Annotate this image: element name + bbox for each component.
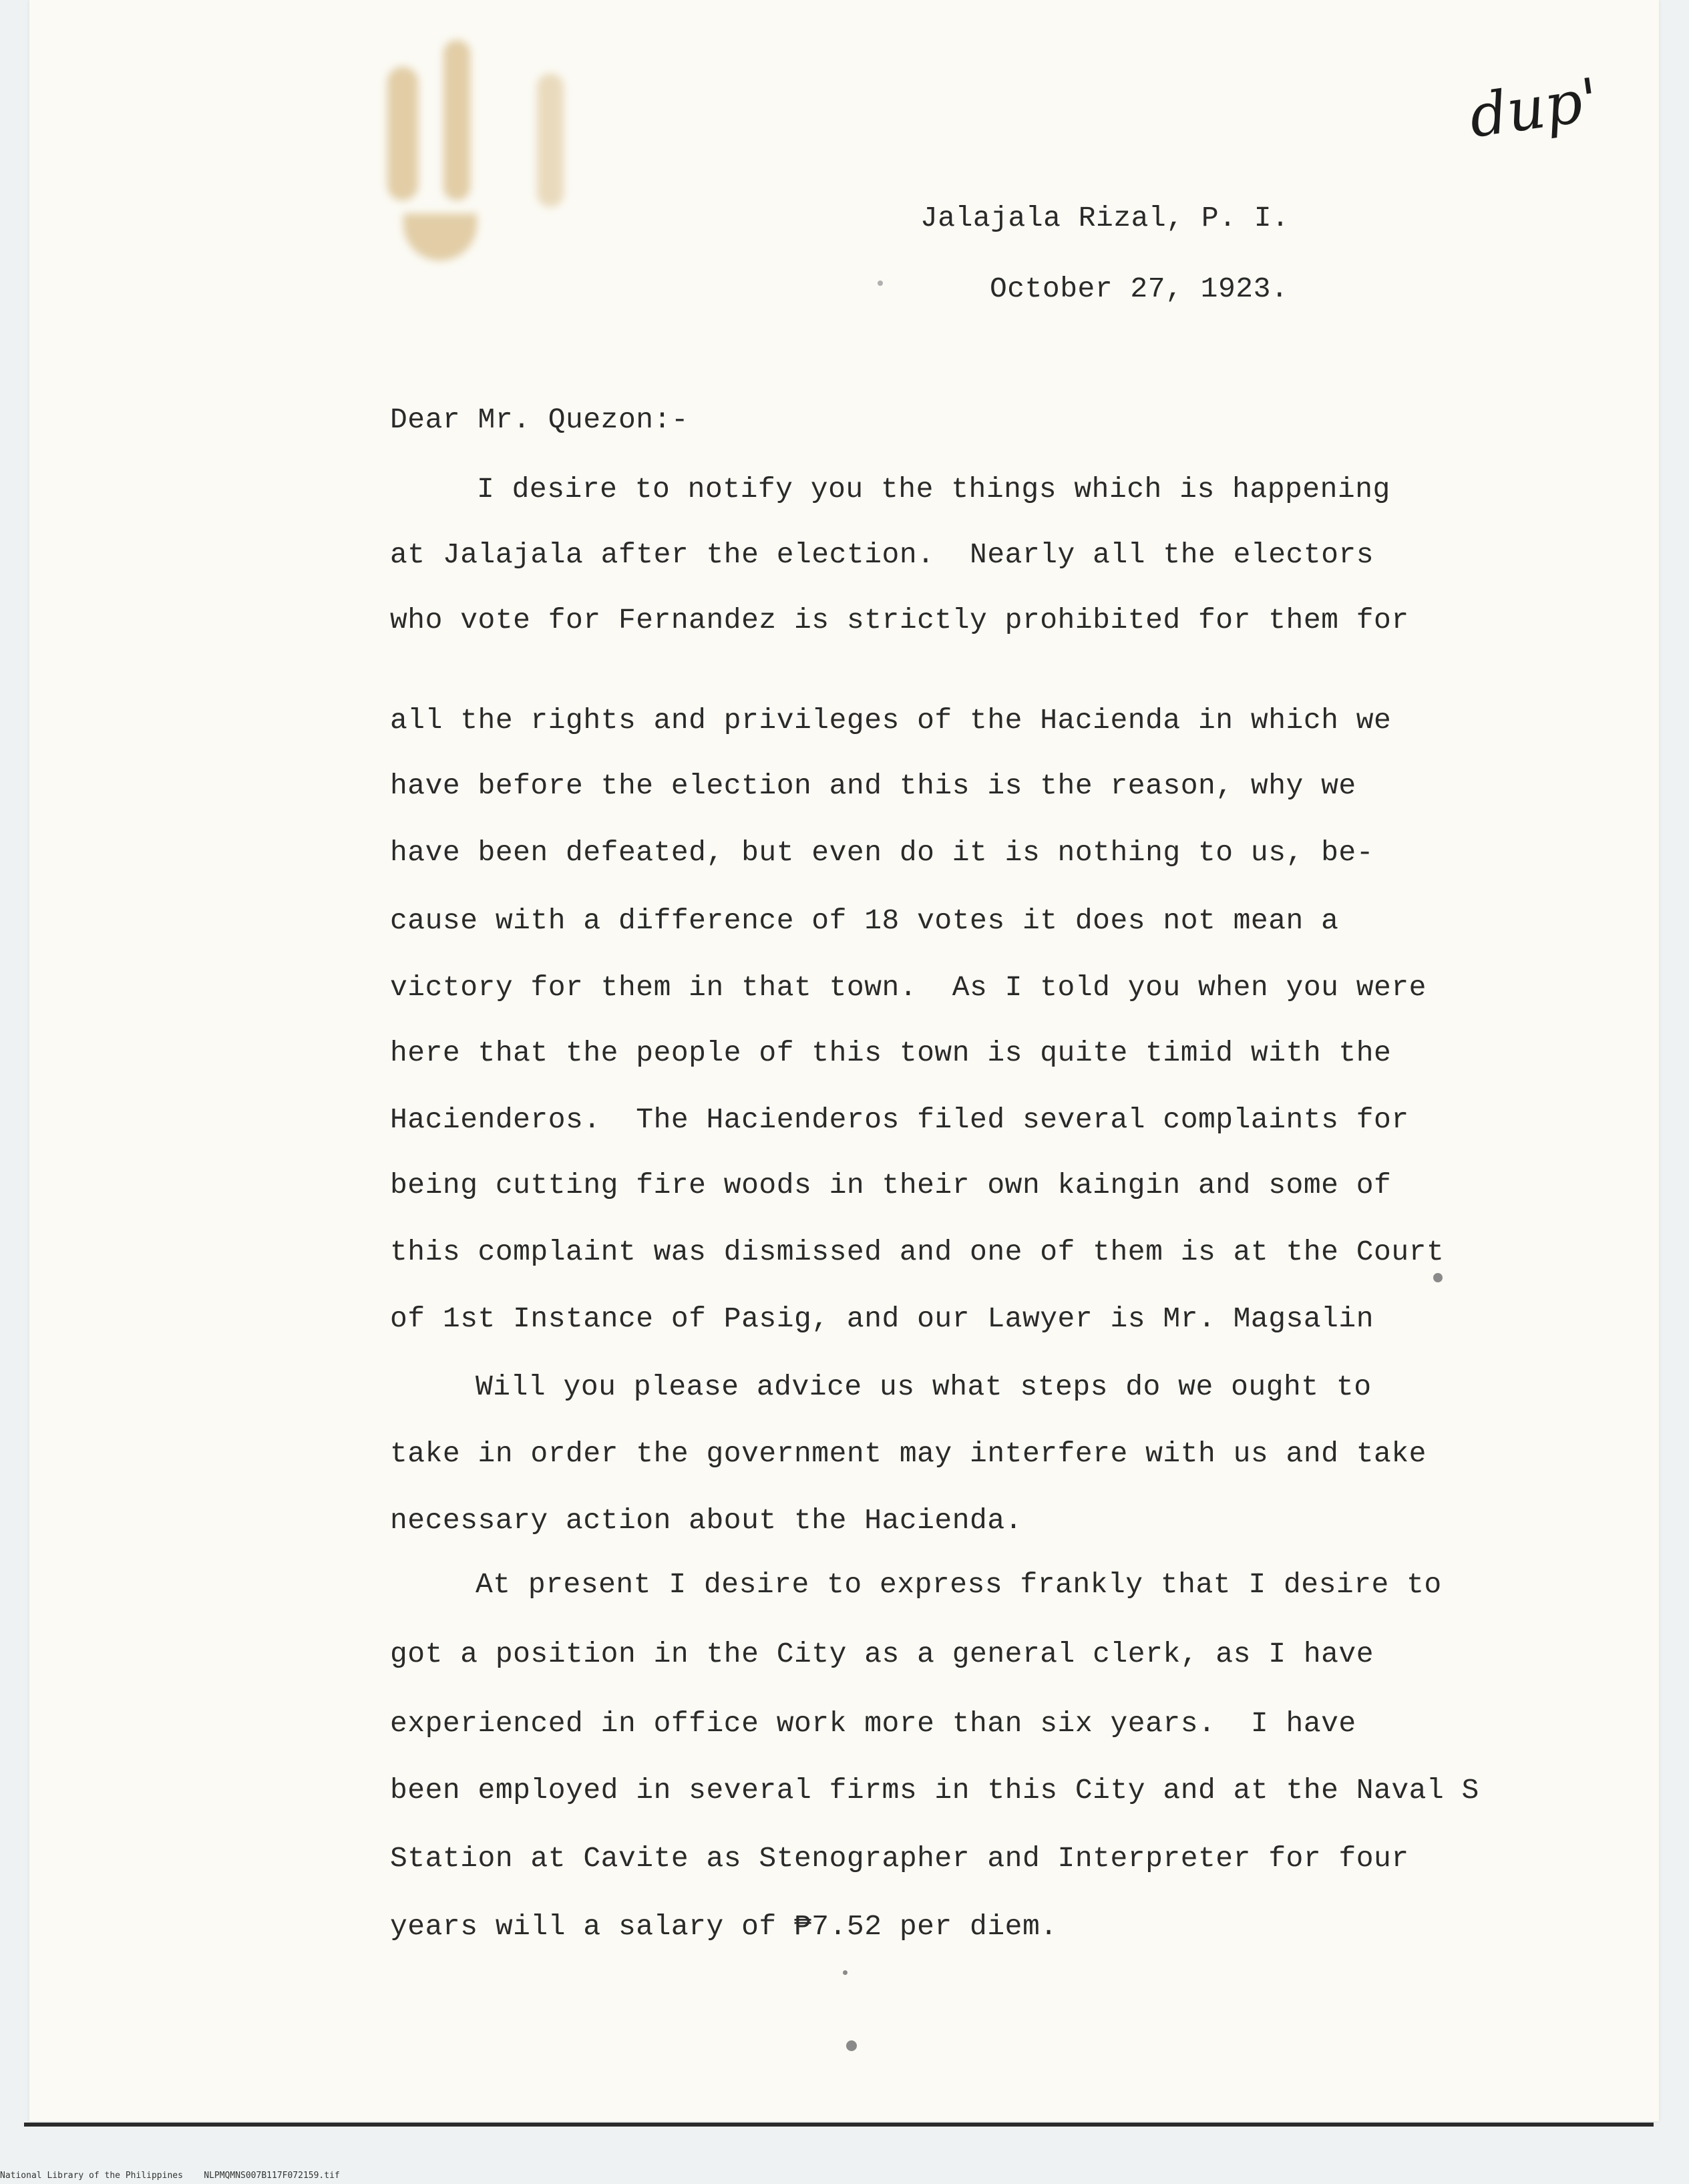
body-line: years will a salary of ₱7.52 per diem.	[390, 1910, 1058, 1943]
body-line: who vote for Fernandez is strictly prohibited for them for	[390, 604, 1409, 636]
body-line: Station at Cavite as Stenographer and Interpreter for four	[390, 1842, 1409, 1875]
dust-speck	[878, 281, 883, 286]
body-line: take in order the government may interfere with us and take	[390, 1437, 1427, 1470]
body-line: cause with a difference of 18 votes it does not mean a	[390, 904, 1339, 937]
stain-mark	[387, 67, 418, 200]
body-line: Hacienderos. The Hacienderos filed several complaints for	[390, 1103, 1409, 1136]
body-line: necessary action about the Hacienda.	[390, 1504, 1022, 1537]
stain-mark	[403, 214, 477, 260]
body-line: victory for them in that town. As I told you when you were	[390, 971, 1427, 1004]
dust-speck	[843, 1970, 848, 1975]
body-line: Will you please advice us what steps do we ought to	[476, 1371, 1372, 1403]
body-line: at Jalajala after the election. Nearly all the electors	[390, 538, 1374, 571]
body-line: have before the election and this is the reason, why we	[390, 769, 1356, 802]
body-line: got a position in the City as a general clerk, as I have	[390, 1638, 1374, 1670]
body-line: been employed in several firms in this City and at the Naval S	[390, 1774, 1479, 1807]
body-line: here that the people of this town is quite timid with the	[390, 1037, 1392, 1069]
body-line: being cutting fire woods in their own kaingin and some of	[390, 1169, 1392, 1202]
page-edge	[24, 2123, 1654, 2127]
dust-speck	[1433, 1273, 1443, 1282]
body-line: all the rights and privileges of the Hacienda in which we	[390, 704, 1392, 737]
body-line: experienced in office work more than six years. I have	[390, 1707, 1356, 1740]
letterhead-date: October 27, 1923.	[990, 272, 1289, 305]
body-line: I desire to notify you the things which is happening	[477, 473, 1390, 506]
letterhead-place: Jalajala Rizal, P. I.	[920, 202, 1290, 234]
stain-mark	[537, 73, 564, 207]
stain-mark	[443, 40, 470, 200]
body-line: of 1st Instance of Pasig, and our Lawyer is Mr. Magsalin	[390, 1302, 1374, 1335]
handwritten-note: dup'	[1465, 65, 1603, 151]
dust-speck	[846, 2040, 857, 2051]
body-line: this complaint was dismissed and one of them is at the Court	[390, 1236, 1445, 1268]
scan-caption: National Library of the Philippines NLPMQMNS007B117F072159.tif	[0, 2171, 340, 2181]
body-line: have been defeated, but even do it is nothing to us, be-	[390, 836, 1374, 869]
body-line: At present I desire to express frankly that I desire to	[476, 1568, 1442, 1601]
salutation: Dear Mr. Quezon:-	[390, 403, 689, 436]
